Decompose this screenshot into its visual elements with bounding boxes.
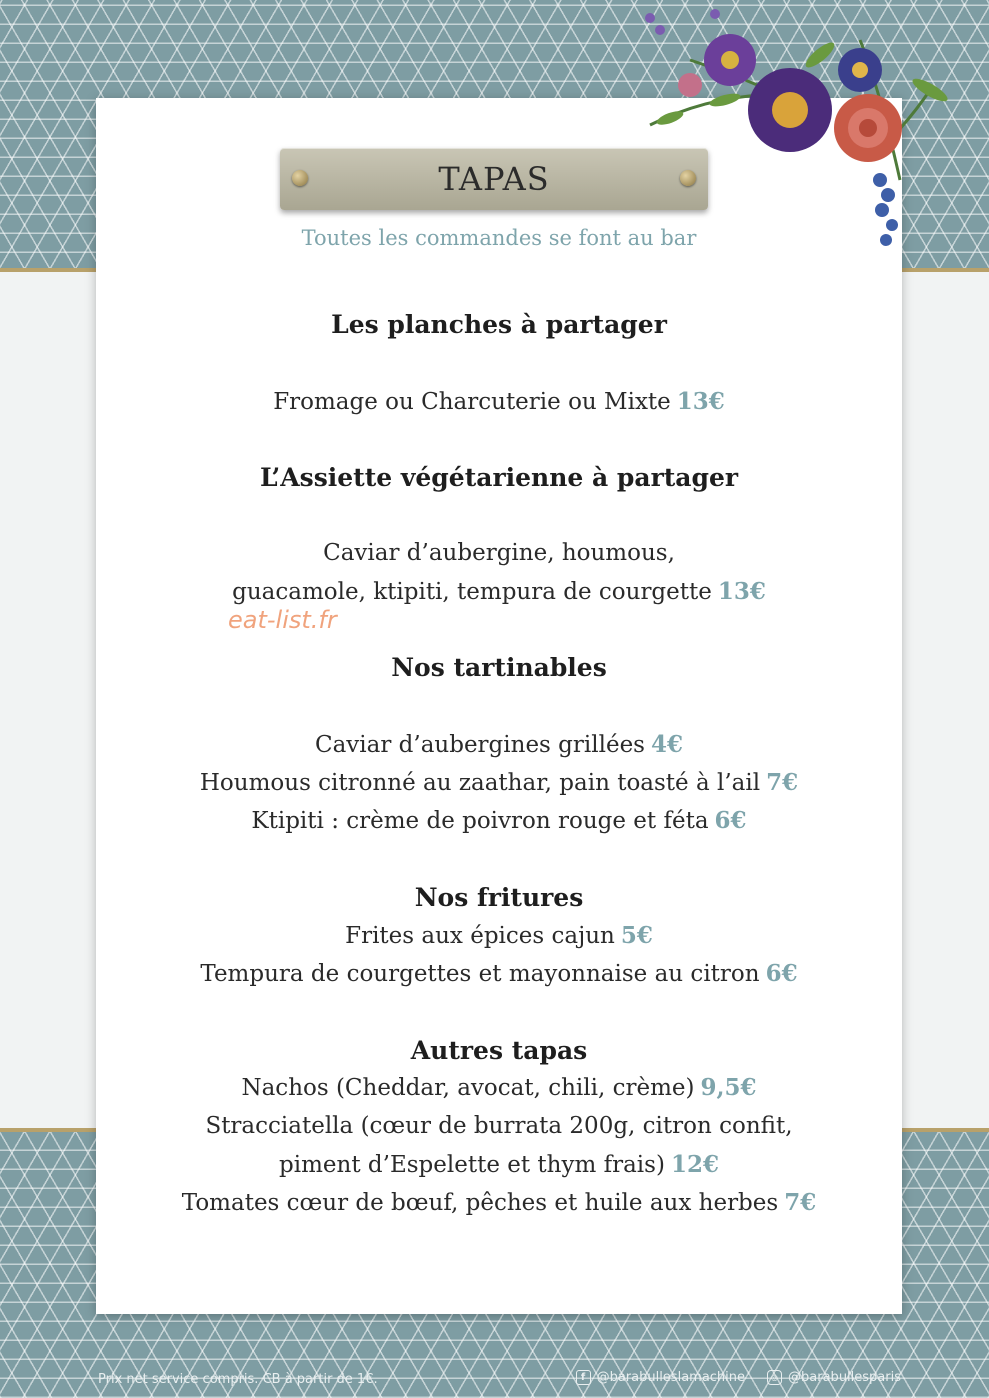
menu-item-price: 6€ [714, 807, 747, 834]
footer-note: Prix net service compris. CB à partir de 1€. [98, 1372, 378, 1387]
menu-item-text: piment d’Espelette et thym frais) [279, 1152, 665, 1178]
menu-item [96, 388, 902, 415]
menu-item-price: 13€ [717, 578, 766, 605]
section-heading: L’Assiette végétarienne à partager [259, 463, 739, 492]
facebook-icon: f [576, 1370, 591, 1385]
title-plaque [280, 148, 708, 210]
instagram-icon: ◎ [767, 1370, 782, 1385]
menu-item [96, 1113, 902, 1139]
instagram-handle[interactable]: @barabullesparis [788, 1370, 901, 1385]
menu-item-price: 7€ [784, 1189, 817, 1216]
menu-item-text: Houmous citronné au zaathar, pain toasté à l’ail [199, 770, 761, 796]
menu-item [96, 769, 902, 796]
menu-item-text: Nachos (Cheddar, avocat, chili, crème) [241, 1075, 695, 1101]
section-heading: Nos fritures [414, 883, 584, 912]
menu-item-price: 12€ [670, 1151, 719, 1178]
menu-item-text: guacamole, ktipiti, tempura de courgette [232, 579, 712, 605]
section-heading: Les planches à partager [331, 310, 667, 339]
menu-item-text: Frites aux épices cajun [345, 923, 615, 949]
menu-item-text: Caviar d’aubergines grillées [314, 732, 645, 758]
section-heading: Autres tapas [410, 1036, 588, 1065]
watermark: eat-list.fr [228, 606, 337, 634]
rivet-right-icon [680, 170, 696, 186]
menu-item-price: 9,5€ [700, 1074, 757, 1101]
facebook-handle[interactable]: @barabulleslamachine [596, 1370, 746, 1385]
menu-item-price: 5€ [620, 922, 653, 949]
menu-item [96, 1074, 902, 1101]
menu-item-text: Tomates cœur de bœuf, pêches et huile aux herbes [181, 1190, 779, 1216]
menu-item [96, 578, 902, 605]
menu-item-price: 13€ [676, 388, 725, 415]
menu-item [96, 807, 902, 834]
menu-item-price: 7€ [766, 769, 799, 796]
menu-item-text: Caviar d’aubergine, houmous, [323, 540, 675, 566]
menu-item-price: 6€ [765, 960, 798, 987]
menu-item [96, 1151, 902, 1178]
menu-item-text: Fromage ou Charcuterie ou Mixte [273, 389, 671, 415]
section-heading: Nos tartinables [391, 653, 607, 682]
menu-item [96, 922, 902, 949]
menu-item-text: Stracciatella (cœur de burrata 200g, citron confit, [205, 1113, 793, 1139]
menu-item-text: Tempura de courgettes et mayonnaise au citron [200, 961, 760, 987]
page-title: TAPAS [438, 160, 550, 198]
footer-social [576, 1370, 901, 1385]
menu-item [96, 540, 902, 566]
menu-item-price: 4€ [650, 731, 683, 758]
page-subtitle: Toutes les commandes se font au bar [301, 226, 697, 250]
menu-item [96, 1189, 902, 1216]
menu-item-text: Ktipiti : crème de poivron rouge et féta [251, 808, 709, 834]
menu-item [96, 960, 902, 987]
menu-item [96, 731, 902, 758]
